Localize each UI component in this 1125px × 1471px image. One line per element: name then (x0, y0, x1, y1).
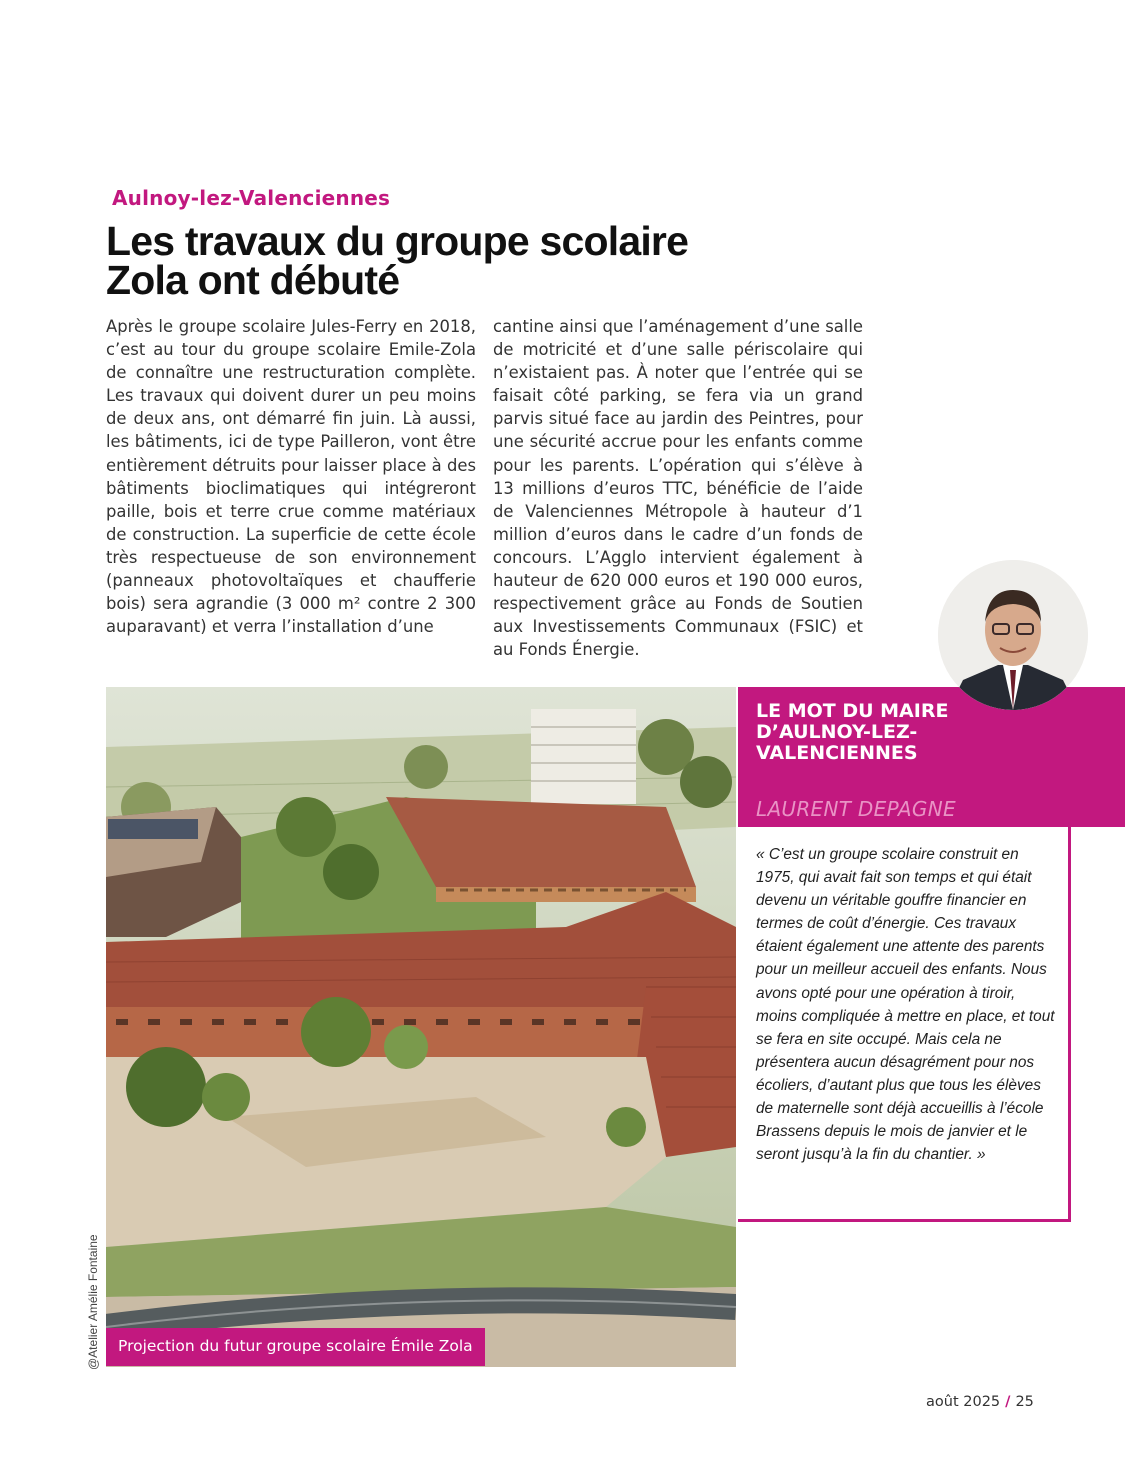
article-kicker: Aulnoy-lez-Valenciennes (112, 186, 391, 210)
tower-building (531, 709, 636, 804)
folio-separator: / (1005, 1394, 1011, 1410)
page-folio (926, 1394, 1034, 1410)
mayor-quote: « C’est un groupe scolaire construit en 1975, qui avait fait son temps et qui était devenu un véritable gouffre financier en termes de coût d’énergie. Ces travaux étaient également une attente des parents pour un meilleur accueil des enfants. Nous avons opté pour une opération à tiroir, moins compliquée à mettre en place, et tout se fera en site occupé. Mais cela ne présentera aucun désagrément pour nos écoliers, d’autant plus que tous les élèves de maternelle sont déjà accueillis à l’école Brassens depuis le mois de janvier et le seront jusqu’à la fin du chantier. » (756, 846, 1055, 1164)
mayor-header-box (738, 687, 1125, 827)
photo-credit (86, 1234, 106, 1390)
photo-credit-text: @Atelier Amélie Fontaine (86, 1234, 100, 1370)
article-body-right: cantine ainsi que l’aménagement d’une salle de motricité et d’une salle périscolaire qui n’existaient pas. À noter que l’entrée qui se faisait côté parking, se fera via un grand parvis situé face au jardin des Peintres, pour une sécurité accrue pour les enfants comme pour les parents. L’opération qui s’élève à 13 millions d’euros TTC, bénéficie de l’aide de Valenciennes Métropole à hauteur d’1 million d’euros dans le cadre d’un fonds de concours. L’Agglo intervient également à hauteur de 620 000 euros et 190 000 euros, respectivement grâce au Fonds de Soutien aux Investissements Communaux (FSIC) et au Fonds Énergie. (493, 317, 863, 660)
article-title: Les travaux du groupe scolaire Zola ont débuté (106, 218, 689, 303)
school-rendering-image (106, 687, 736, 1367)
school-rendering-illustration (106, 687, 736, 1367)
mayor-portrait-illustration (938, 560, 1088, 710)
mayor-name: LAURENT DEPAGNE (756, 797, 956, 821)
image-caption: Projection du futur groupe scolaire Émile Zola (106, 1328, 485, 1366)
mayor-portrait (938, 560, 1088, 710)
issue-date: août 2025 (926, 1394, 1001, 1410)
mayor-heading: LE MOT DU MAIRE D’AULNOY-LEZ-VALENCIENNES (756, 700, 949, 764)
article-body-left: Après le groupe scolaire Jules-Ferry en 2018, c’est au tour du groupe scolaire Emile-Zola de connaître une restructuration complète. Les travaux qui doivent durer un peu moins de deux ans, ont démarré fin juin. Là aussi, les bâtiments, ici de type Pailleron, vont être entièrement détruits pour laisser place à des bâtiments bioclimatiques qui intégreront paille, bois et terre crue comme matériaux de construction. La superficie de cette école très respectueuse de son environnement (panneaux photovoltaïques et chaufferie bois) sera agrandie (3 000 m² contre 2 300 auparavant) et verra l’installation d’une (106, 317, 476, 637)
page-number: 25 (1015, 1394, 1034, 1410)
